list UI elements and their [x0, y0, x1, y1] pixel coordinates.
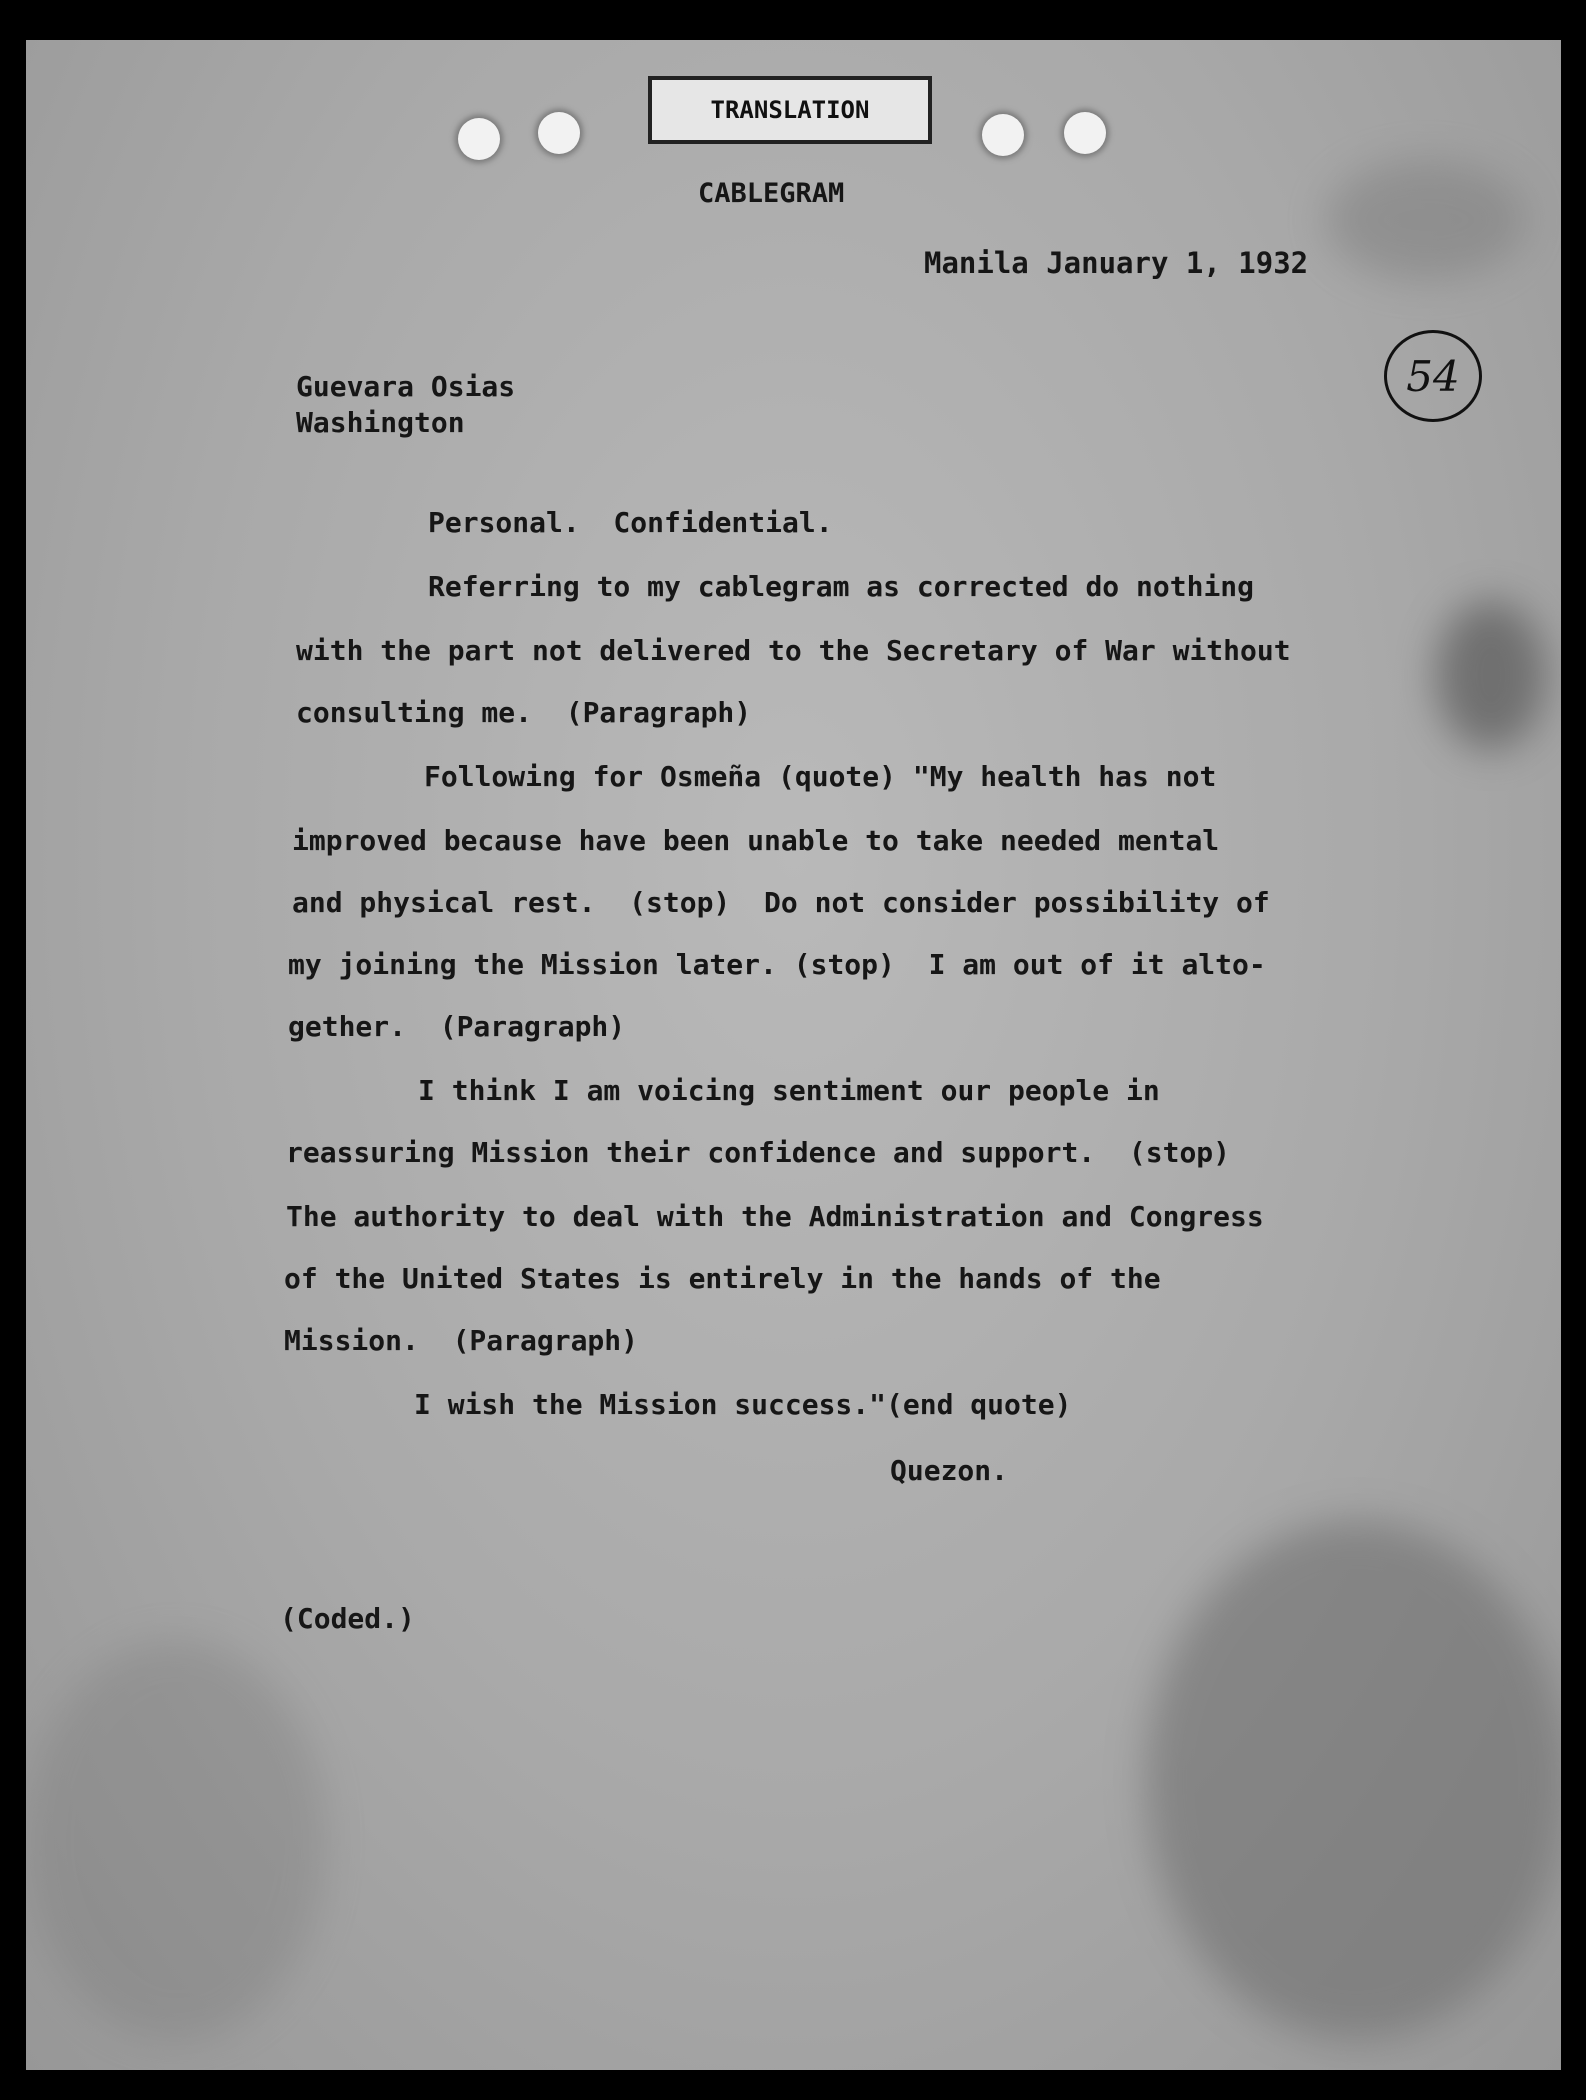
body-line: gether. (Paragraph)	[288, 1010, 626, 1043]
stain	[1326, 160, 1526, 280]
body-line: Following for Osmeña (quote) "My health has not	[424, 760, 1217, 793]
body-line: reassuring Mission their confidence and support. (stop)	[286, 1136, 1231, 1169]
body-line: I think I am voicing sentiment our people in	[418, 1074, 1160, 1107]
paper-sheet	[26, 40, 1561, 2070]
page-number-circle	[1384, 330, 1482, 422]
body-line: Referring to my cablegram as corrected do nothing	[428, 570, 1255, 603]
recipient-name: Guevara Osias	[296, 370, 516, 403]
stain	[1146, 1520, 1561, 2040]
body-line: and physical rest. (stop) Do not consider possibility of	[292, 886, 1270, 919]
body-line: Mission. (Paragraph)	[284, 1324, 639, 1357]
body-line: The authority to deal with the Administration and Congress	[286, 1200, 1264, 1233]
translation-label-text: TRANSLATION	[710, 96, 870, 124]
body-line: of the United States is entirely in the hands of the	[284, 1262, 1161, 1295]
punch-hole	[1064, 112, 1106, 154]
recipient-city: Washington	[296, 406, 465, 439]
document-title: CABLEGRAM	[698, 178, 845, 209]
body-line: improved because have been unable to take needed mental	[292, 824, 1220, 857]
punch-hole	[538, 112, 580, 154]
punch-hole	[982, 114, 1024, 156]
signature: Quezon.	[890, 1454, 1009, 1487]
place-date: Manila January 1, 1932	[924, 246, 1309, 280]
footer-note: (Coded.)	[280, 1602, 415, 1635]
body-line: consulting me. (Paragraph)	[296, 696, 752, 729]
translation-label	[648, 76, 932, 144]
stain	[1436, 600, 1546, 750]
stain	[26, 1640, 326, 2040]
punch-hole	[458, 118, 500, 160]
body-line: I wish the Mission success."(end quote)	[414, 1388, 1072, 1421]
body-line: with the part not delivered to the Secretary of War without	[296, 634, 1291, 667]
body-line: my joining the Mission later. (stop) I am out of it alto-	[288, 948, 1266, 981]
body-line: Personal. Confidential.	[428, 506, 833, 539]
page-number: 54	[1406, 351, 1460, 401]
